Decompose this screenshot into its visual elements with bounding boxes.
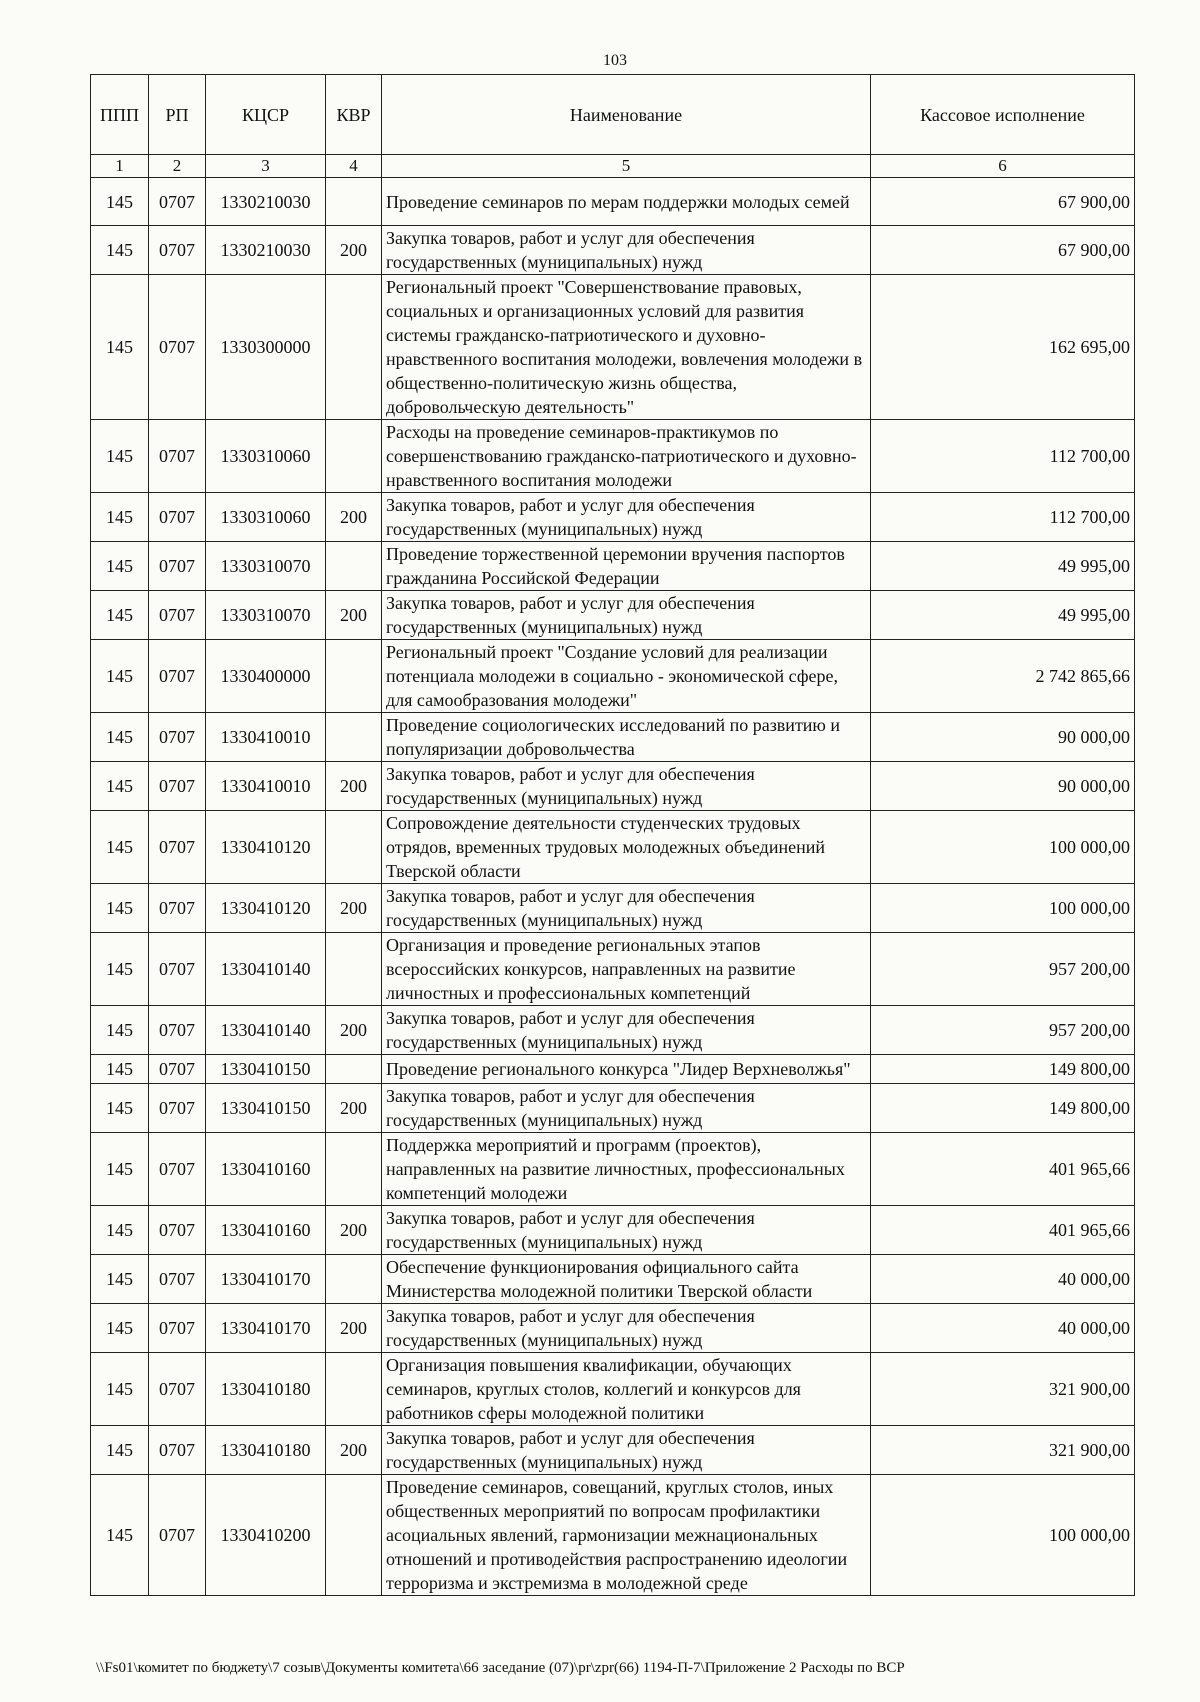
file-path-footer: \\Fs01\комитет по бюджету\7 созыв\Документы комитета\66 заседание (07)\pr\zpr(66) 1194-П-7\Приложение 2 Расходы по ВСР	[96, 1660, 905, 1676]
cell-kcsr: 1330410140	[206, 1006, 326, 1055]
cell-amount: 957 200,00	[871, 933, 1135, 1006]
cell-kcsr: 1330410120	[206, 884, 326, 933]
cell-kvr	[326, 1475, 382, 1596]
cell-name: Закупка товаров, работ и услуг для обеспечения государственных (муниципальных) нужд	[382, 1084, 871, 1133]
cell-rp: 0707	[149, 226, 206, 275]
cell-rp: 0707	[149, 811, 206, 884]
cell-rp: 0707	[149, 762, 206, 811]
cell-rp: 0707	[149, 1304, 206, 1353]
cell-name: Закупка товаров, работ и услуг для обеспечения государственных (муниципальных) нужд	[382, 1304, 871, 1353]
cell-kvr	[326, 542, 382, 591]
cell-kvr: 200	[326, 1084, 382, 1133]
cell-name: Организация повышения квалификации, обучающих семинаров, круглых столов, коллегий и конкурсов для работников сферы молодежной политики	[382, 1353, 871, 1426]
cell-name: Закупка товаров, работ и услуг для обеспечения государственных (муниципальных) нужд	[382, 1206, 871, 1255]
cell-ppp: 145	[91, 1475, 149, 1596]
cell-name: Закупка товаров, работ и услуг для обеспечения государственных (муниципальных) нужд	[382, 591, 871, 640]
table-row	[91, 1426, 1135, 1475]
cell-name: Поддержка мероприятий и программ (проектов), направленных на развитие личностных, профессиональных компетенций молодежи	[382, 1133, 871, 1206]
cell-rp: 0707	[149, 1133, 206, 1206]
table-row	[91, 811, 1135, 884]
cell-ppp: 145	[91, 591, 149, 640]
cell-amount: 100 000,00	[871, 811, 1135, 884]
cell-amount: 90 000,00	[871, 713, 1135, 762]
cell-ppp: 145	[91, 1133, 149, 1206]
cell-ppp: 145	[91, 1304, 149, 1353]
cell-rp: 0707	[149, 542, 206, 591]
table-row	[91, 933, 1135, 1006]
cell-kvr	[326, 1133, 382, 1206]
cell-rp: 0707	[149, 178, 206, 226]
cell-rp: 0707	[149, 1353, 206, 1426]
cell-amount: 67 900,00	[871, 226, 1135, 275]
col-index: 1	[91, 155, 149, 178]
cell-kcsr: 1330210030	[206, 226, 326, 275]
cell-kcsr: 1330310060	[206, 420, 326, 493]
cell-amount: 112 700,00	[871, 493, 1135, 542]
cell-amount: 67 900,00	[871, 178, 1135, 226]
cell-ppp: 145	[91, 1206, 149, 1255]
cell-name: Расходы на проведение семинаров-практикумов по совершенствованию гражданско-патриотического и духовно-нравственного воспитания молодежи	[382, 420, 871, 493]
cell-kcsr: 1330410140	[206, 933, 326, 1006]
page-number: 103	[603, 52, 627, 69]
cell-kcsr: 1330410160	[206, 1206, 326, 1255]
header-row	[91, 75, 1135, 155]
cell-kcsr: 1330210030	[206, 178, 326, 226]
cell-name: Проведение семинаров по мерам поддержки молодых семей	[382, 178, 871, 226]
cell-ppp: 145	[91, 275, 149, 420]
cell-kvr: 200	[326, 591, 382, 640]
cell-name: Закупка товаров, работ и услуг для обеспечения государственных (муниципальных) нужд	[382, 884, 871, 933]
cell-kvr: 200	[326, 884, 382, 933]
cell-kcsr: 1330310070	[206, 591, 326, 640]
table-row	[91, 1353, 1135, 1426]
cell-name: Закупка товаров, работ и услуг для обеспечения государственных (муниципальных) нужд	[382, 493, 871, 542]
cell-amount: 100 000,00	[871, 1475, 1135, 1596]
cell-rp: 0707	[149, 640, 206, 713]
header-name: Наименование	[382, 75, 871, 155]
cell-kcsr: 1330410120	[206, 811, 326, 884]
cell-kcsr: 1330310060	[206, 493, 326, 542]
cell-amount: 40 000,00	[871, 1304, 1135, 1353]
cell-rp: 0707	[149, 1006, 206, 1055]
table-row	[91, 178, 1135, 226]
table-row	[91, 493, 1135, 542]
cell-kcsr: 1330410160	[206, 1133, 326, 1206]
header-kcsr: КЦСР	[206, 75, 326, 155]
cell-amount: 49 995,00	[871, 591, 1135, 640]
cell-kvr: 200	[326, 1006, 382, 1055]
cell-kvr	[326, 275, 382, 420]
cell-kvr: 200	[326, 762, 382, 811]
cell-kvr: 200	[326, 1206, 382, 1255]
cell-kcsr: 1330410010	[206, 713, 326, 762]
cell-ppp: 145	[91, 420, 149, 493]
cell-amount: 957 200,00	[871, 1006, 1135, 1055]
table-row	[91, 1206, 1135, 1255]
table-row	[91, 1255, 1135, 1304]
cell-ppp: 145	[91, 762, 149, 811]
cell-rp: 0707	[149, 275, 206, 420]
cell-rp: 0707	[149, 420, 206, 493]
table-row	[91, 1084, 1135, 1133]
cell-kcsr: 1330410170	[206, 1255, 326, 1304]
cell-rp: 0707	[149, 933, 206, 1006]
cell-kvr	[326, 933, 382, 1006]
cell-ppp: 145	[91, 1006, 149, 1055]
cell-kvr: 200	[326, 1426, 382, 1475]
cell-rp: 0707	[149, 591, 206, 640]
cell-rp: 0707	[149, 493, 206, 542]
table-row	[91, 1133, 1135, 1206]
cell-amount: 100 000,00	[871, 884, 1135, 933]
cell-kvr	[326, 1353, 382, 1426]
cell-kcsr: 1330410150	[206, 1055, 326, 1084]
cell-amount: 149 800,00	[871, 1084, 1135, 1133]
col-index: 5	[382, 155, 871, 178]
cell-ppp: 145	[91, 1084, 149, 1133]
cell-kcsr: 1330410180	[206, 1426, 326, 1475]
cell-kcsr: 1330410150	[206, 1084, 326, 1133]
cell-amount: 112 700,00	[871, 420, 1135, 493]
cell-kvr	[326, 811, 382, 884]
cell-amount: 401 965,66	[871, 1133, 1135, 1206]
cell-ppp: 145	[91, 884, 149, 933]
table-row	[91, 226, 1135, 275]
cell-name: Обеспечение функционирования официального сайта Министерства молодежной политики Тверской области	[382, 1255, 871, 1304]
cell-kvr: 200	[326, 226, 382, 275]
cell-name: Региональный проект "Совершенствование правовых, социальных и организационных условий для развития системы гражданско-патриотического и духовно-нравственного воспитания молодежи, вовлечения молодежи в общественно-политическую жизнь общества, добровольческую деятельность"	[382, 275, 871, 420]
cell-amount: 49 995,00	[871, 542, 1135, 591]
table-row	[91, 420, 1135, 493]
cell-kvr	[326, 1255, 382, 1304]
cell-kvr	[326, 713, 382, 762]
table-row	[91, 542, 1135, 591]
cell-amount: 321 900,00	[871, 1353, 1135, 1426]
cell-kvr	[326, 1055, 382, 1084]
col-index: 3	[206, 155, 326, 178]
table-row	[91, 275, 1135, 420]
cell-kcsr: 1330410200	[206, 1475, 326, 1596]
table-row	[91, 591, 1135, 640]
cell-kcsr: 1330410010	[206, 762, 326, 811]
cell-kcsr: 1330310070	[206, 542, 326, 591]
header-ppp: ППП	[91, 75, 149, 155]
cell-name: Проведение семинаров, совещаний, круглых столов, иных общественных мероприятий по вопросам профилактики асоциальных явлений, гармонизации межнациональных отношений и противодействия распространению идеологии терроризма и экстремизма в молодежной среде	[382, 1475, 871, 1596]
cell-rp: 0707	[149, 1475, 206, 1596]
cell-rp: 0707	[149, 1255, 206, 1304]
cell-name: Региональный проект "Создание условий для реализации потенциала молодежи в социально - экономической сфере, для самообразования молодежи"	[382, 640, 871, 713]
cell-ppp: 145	[91, 178, 149, 226]
cell-kvr	[326, 640, 382, 713]
cell-amount: 40 000,00	[871, 1255, 1135, 1304]
cell-name: Проведение социологических исследований по развитию и популяризации добровольчества	[382, 713, 871, 762]
cell-kcsr: 1330410180	[206, 1353, 326, 1426]
cell-ppp: 145	[91, 226, 149, 275]
table-row	[91, 884, 1135, 933]
table-row	[91, 762, 1135, 811]
cell-ppp: 145	[91, 1055, 149, 1084]
col-index: 6	[871, 155, 1135, 178]
table-row	[91, 1006, 1135, 1055]
table-row	[91, 1475, 1135, 1596]
cell-ppp: 145	[91, 1353, 149, 1426]
table-row	[91, 1304, 1135, 1353]
cell-amount: 90 000,00	[871, 762, 1135, 811]
cell-name: Проведение регионального конкурса "Лидер Верхневолжья"	[382, 1055, 871, 1084]
cell-ppp: 145	[91, 542, 149, 591]
cell-ppp: 145	[91, 493, 149, 542]
cell-rp: 0707	[149, 713, 206, 762]
table-body	[91, 178, 1135, 1596]
cell-name: Закупка товаров, работ и услуг для обеспечения государственных (муниципальных) нужд	[382, 1006, 871, 1055]
cell-name: Организация и проведение региональных этапов всероссийских конкурсов, направленных на развитие личностных и профессиональных компетенций	[382, 933, 871, 1006]
cell-amount: 401 965,66	[871, 1206, 1135, 1255]
col-index: 4	[326, 155, 382, 178]
col-index: 2	[149, 155, 206, 178]
cell-name: Закупка товаров, работ и услуг для обеспечения государственных (муниципальных) нужд	[382, 762, 871, 811]
table-row	[91, 713, 1135, 762]
cell-name: Проведение торжественной церемонии вручения паспортов гражданина Российской Федерации	[382, 542, 871, 591]
cell-ppp: 145	[91, 933, 149, 1006]
cell-rp: 0707	[149, 1206, 206, 1255]
cell-name: Сопровождение деятельности студенческих трудовых отрядов, временных трудовых молодежных объединений Тверской области	[382, 811, 871, 884]
cell-rp: 0707	[149, 1055, 206, 1084]
cell-rp: 0707	[149, 1426, 206, 1475]
cell-amount: 321 900,00	[871, 1426, 1135, 1475]
table-row	[91, 640, 1135, 713]
header-amount: Кассовое исполнение	[871, 75, 1135, 155]
cell-name: Закупка товаров, работ и услуг для обеспечения государственных (муниципальных) нужд	[382, 226, 871, 275]
cell-kcsr: 1330400000	[206, 640, 326, 713]
header-kvr: КВР	[326, 75, 382, 155]
cell-ppp: 145	[91, 811, 149, 884]
cell-kcsr: 1330410170	[206, 1304, 326, 1353]
cell-ppp: 145	[91, 1426, 149, 1475]
column-index-row	[91, 155, 1135, 178]
cell-kvr: 200	[326, 1304, 382, 1353]
cell-kvr: 200	[326, 493, 382, 542]
table-row	[91, 1055, 1135, 1084]
cell-ppp: 145	[91, 1255, 149, 1304]
cell-kvr	[326, 178, 382, 226]
header-rp: РП	[149, 75, 206, 155]
cell-ppp: 145	[91, 640, 149, 713]
budget-table	[90, 74, 1135, 1596]
cell-ppp: 145	[91, 713, 149, 762]
cell-amount: 162 695,00	[871, 275, 1135, 420]
cell-kvr	[326, 420, 382, 493]
cell-amount: 2 742 865,66	[871, 640, 1135, 713]
cell-kcsr: 1330300000	[206, 275, 326, 420]
cell-rp: 0707	[149, 884, 206, 933]
cell-name: Закупка товаров, работ и услуг для обеспечения государственных (муниципальных) нужд	[382, 1426, 871, 1475]
cell-rp: 0707	[149, 1084, 206, 1133]
cell-amount: 149 800,00	[871, 1055, 1135, 1084]
